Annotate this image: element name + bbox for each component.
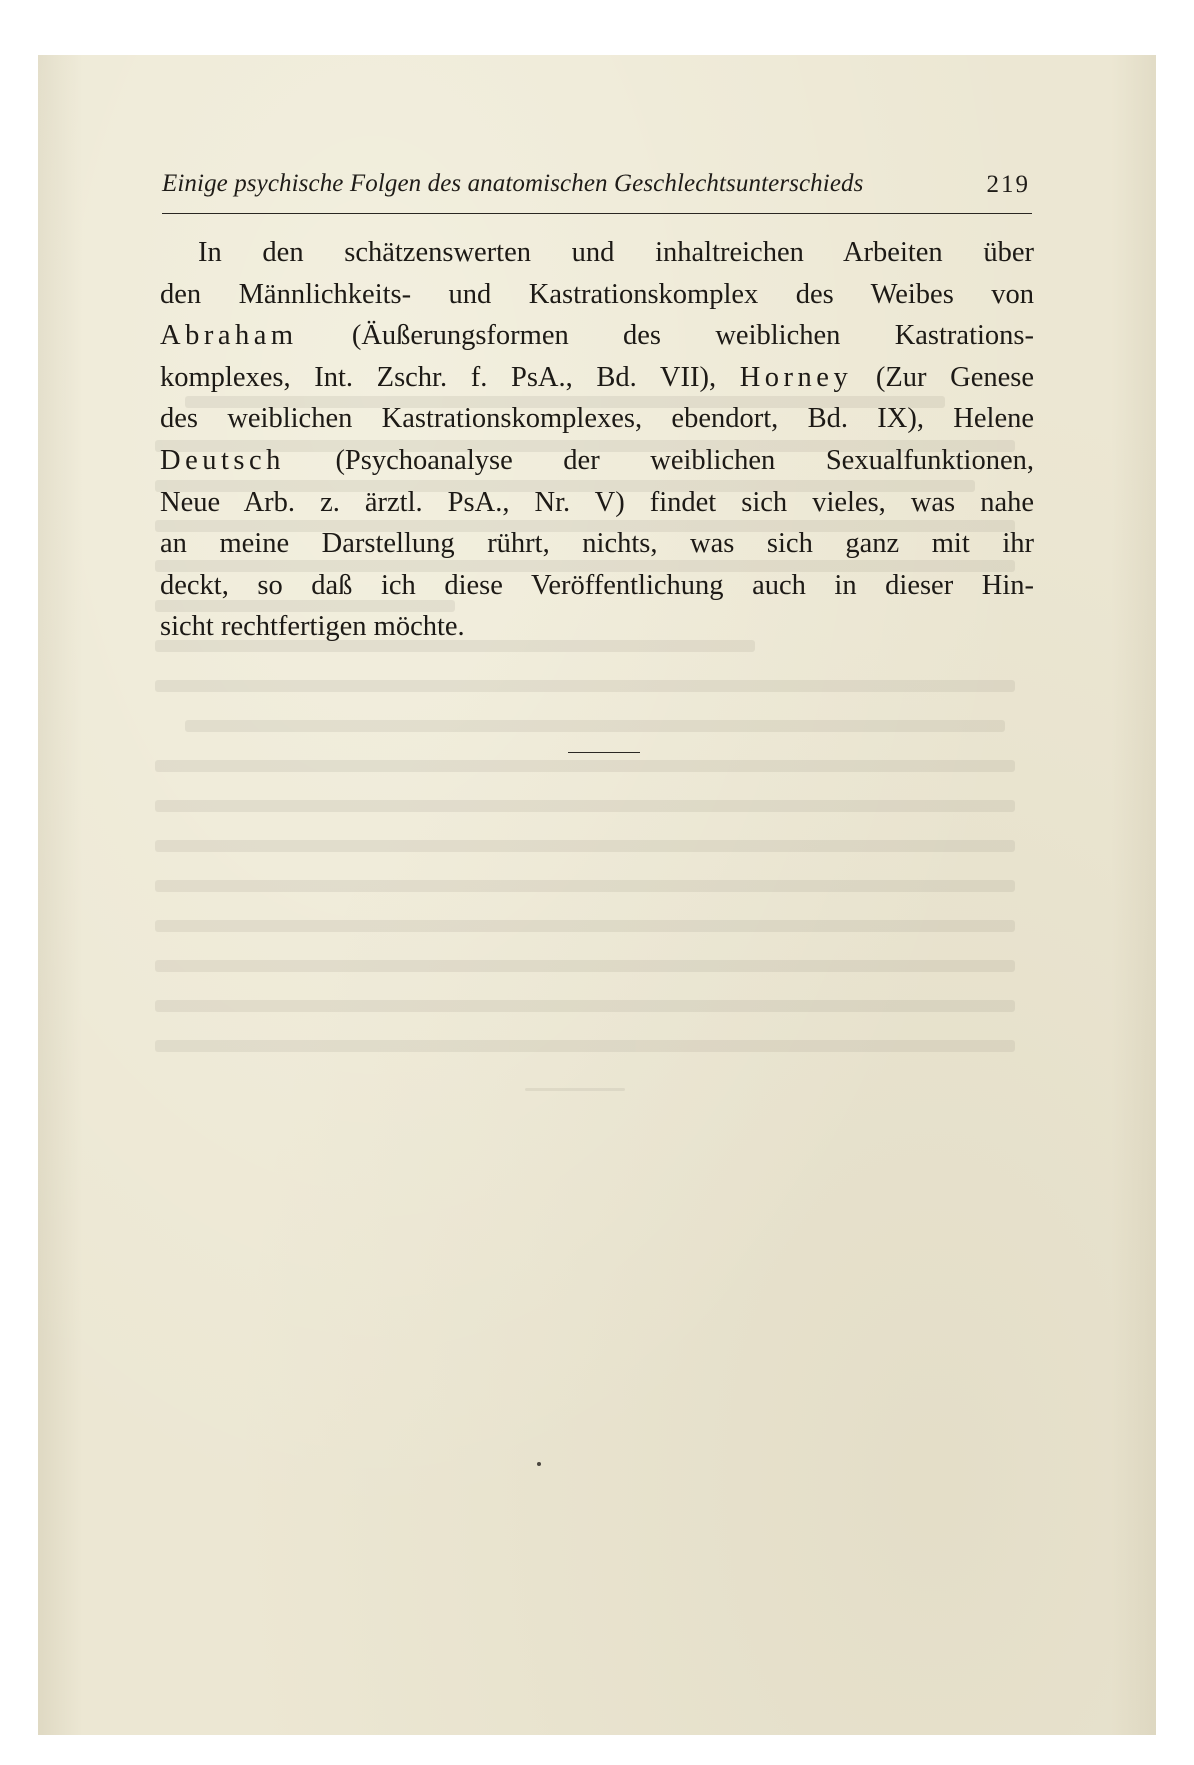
running-title: Einige psychische Folgen des anatomischen Geschlechtsunterschieds	[162, 170, 864, 197]
text-line: sicht rechtfertigen möchte.	[160, 611, 465, 643]
text-line: deckt, so daß ich diese Veröffentlichung auch in dieser Hin-	[160, 569, 1034, 601]
section-end-rule	[568, 752, 640, 753]
author-name-spaced: Abraham	[160, 320, 298, 352]
text-line: den Männlichkeits- und Kastrationskomplex des Weibes von	[160, 278, 1034, 310]
author-name-spaced: Horney	[739, 361, 853, 393]
text-line: In den schätzenswerten und inhaltreichen Arbeiten über	[198, 237, 1034, 268]
text-line: des weiblichen Kastrationskomplexes, ebendort, Bd. IX), Helene	[160, 403, 1034, 435]
text-line: Deutsch (Psychoanalyse der weiblichen Sexualfunktionen,	[160, 444, 1034, 476]
text-line: an meine Darstellung rührt, nichts, was sich ganz mit ihr	[160, 528, 1034, 560]
text-line: Abraham (Äußerungsformen des weiblichen Kastrations-	[160, 320, 1034, 352]
running-header	[162, 168, 1032, 214]
paragraph	[160, 232, 1034, 648]
author-name-spaced: Deutsch	[160, 444, 285, 476]
text-line: komplexes, Int. Zschr. f. PsA., Bd. VII), Horney (Zur Genese	[160, 361, 1034, 393]
paper-speck	[537, 1462, 541, 1466]
text-line: Neue Arb. z. ärztl. PsA., Nr. V) findet sich vieles, was nahe	[160, 486, 1034, 518]
page-number: 219	[986, 171, 1030, 198]
